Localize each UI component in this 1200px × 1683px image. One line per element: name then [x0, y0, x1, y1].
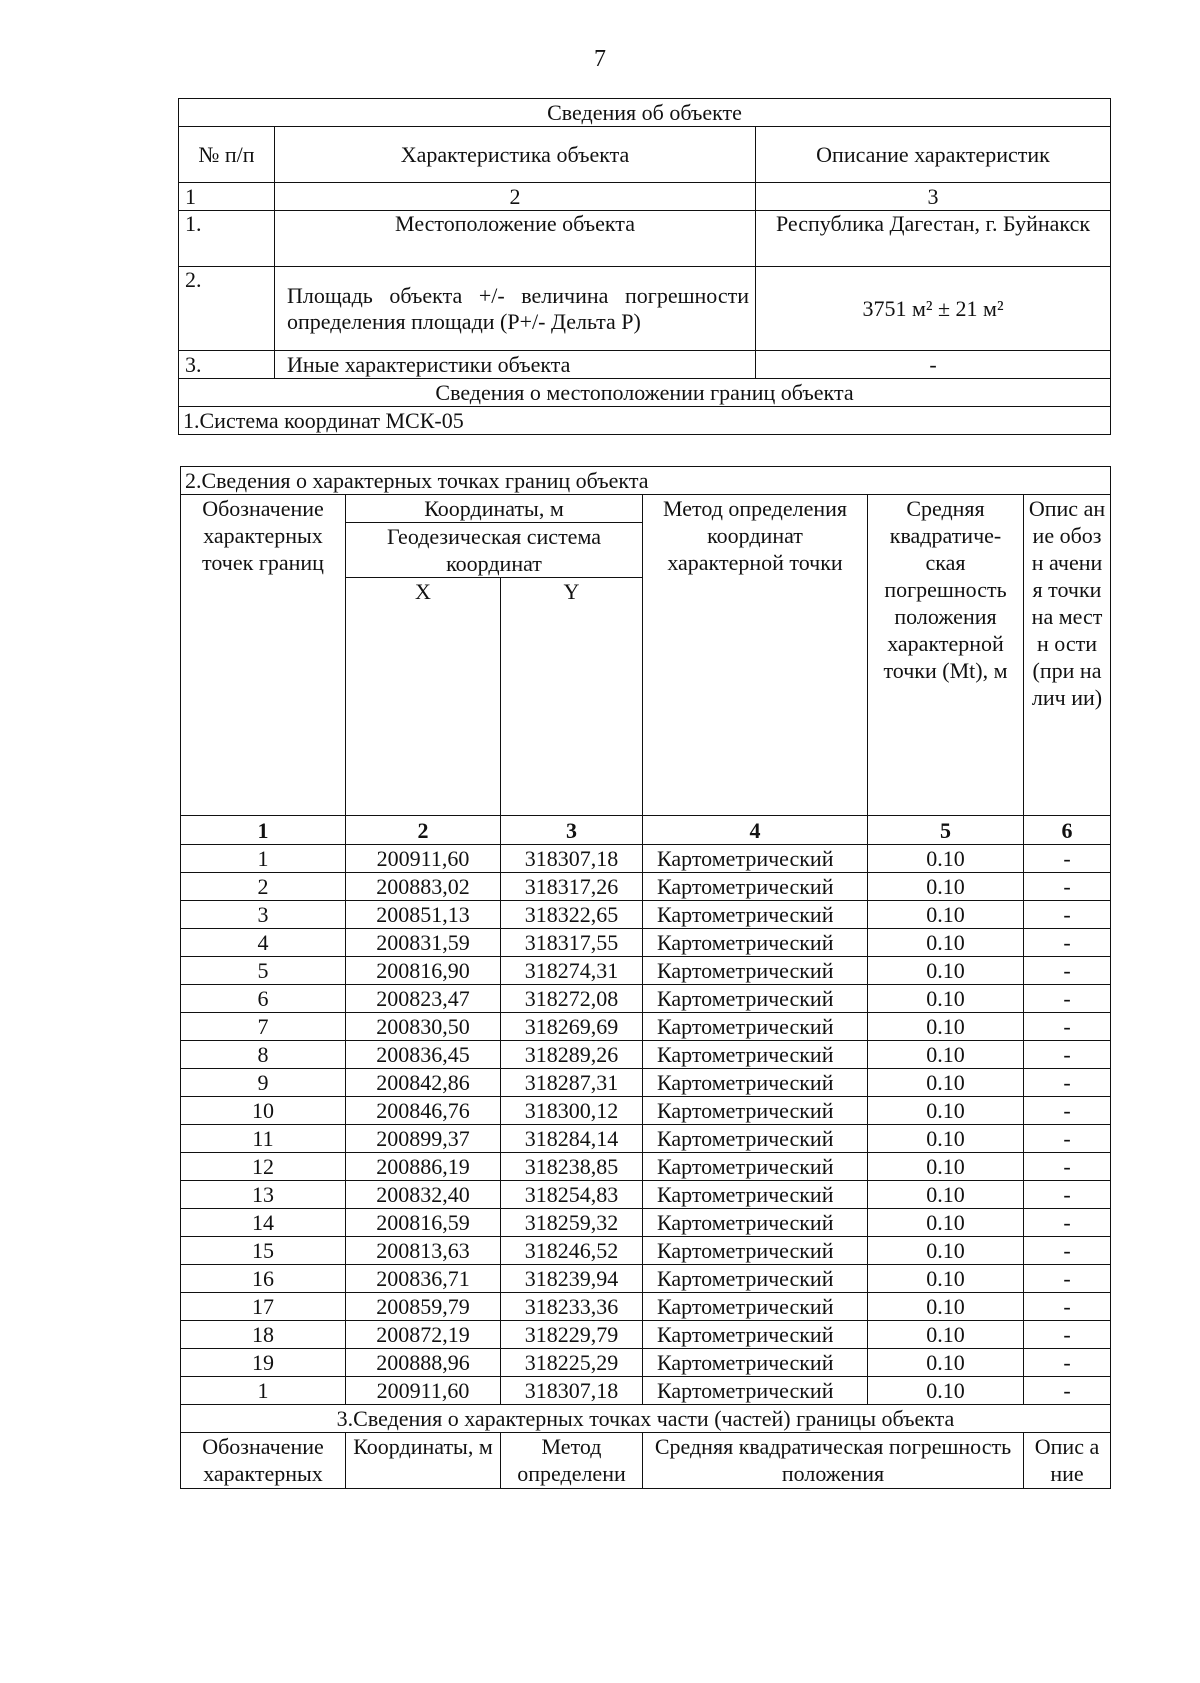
- cell-method: Картометрический: [643, 1293, 868, 1321]
- column-number: 5: [868, 816, 1024, 845]
- cell-x: 200830,50: [346, 1013, 501, 1041]
- cell-error: 0.10: [868, 1181, 1024, 1209]
- table-row: [181, 1125, 1111, 1153]
- cell-error: 0.10: [868, 985, 1024, 1013]
- table-row: [181, 1321, 1111, 1349]
- cell-error: 0.10: [868, 1013, 1024, 1041]
- cell-y: 318229,79: [501, 1321, 643, 1349]
- cell-point: 6: [181, 985, 346, 1013]
- section-title-parts: 3.Сведения о характерных точках части (частей) границы объекта: [181, 1405, 1111, 1433]
- cell-x: 200836,71: [346, 1265, 501, 1293]
- header-error: Средняя квадратиче-ская погрешность положения характерной точки (Mt), м: [868, 495, 1024, 816]
- row-characteristic: Иные характеристики объекта: [275, 351, 756, 379]
- cell-error: 0.10: [868, 1041, 1024, 1069]
- cell-desc: -: [1024, 845, 1111, 873]
- table-row: [181, 1265, 1111, 1293]
- cell-point: 3: [181, 901, 346, 929]
- cell-method: Картометрический: [643, 1153, 868, 1181]
- cell-method: Картометрический: [643, 957, 868, 985]
- table-row: [181, 985, 1111, 1013]
- cell-x: 200842,86: [346, 1069, 501, 1097]
- row-characteristic: Площадь объекта +/- величина погрешности определения площади (P+/- Дельта P): [275, 267, 756, 351]
- cell-y: 318284,14: [501, 1125, 643, 1153]
- cell-error: 0.10: [868, 1153, 1024, 1181]
- table-row: [181, 1153, 1111, 1181]
- cell-y: 318287,31: [501, 1069, 643, 1097]
- cell-desc: -: [1024, 901, 1111, 929]
- column-number: 2: [346, 816, 501, 845]
- cell-point: 14: [181, 1209, 346, 1237]
- cell-x: 200911,60: [346, 845, 501, 873]
- cell-error: 0.10: [868, 1265, 1024, 1293]
- parts-header-coordinates: Координаты, м: [346, 1433, 501, 1489]
- parts-header-error: Средняя квадратическая погрешность положения: [643, 1433, 1024, 1489]
- cell-x: 200836,45: [346, 1041, 501, 1069]
- cell-y: 318317,55: [501, 929, 643, 957]
- cell-error: 0.10: [868, 1209, 1024, 1237]
- cell-point: 7: [181, 1013, 346, 1041]
- cell-x: 200846,76: [346, 1097, 501, 1125]
- cell-error: 0.10: [868, 873, 1024, 901]
- table-row: [181, 1041, 1111, 1069]
- cell-method: Картометрический: [643, 929, 868, 957]
- cell-x: 200832,40: [346, 1181, 501, 1209]
- cell-desc: -: [1024, 1321, 1111, 1349]
- cell-y: 318239,94: [501, 1265, 643, 1293]
- cell-method: Картометрический: [643, 1181, 868, 1209]
- cell-desc: -: [1024, 1097, 1111, 1125]
- cell-y: 318317,26: [501, 873, 643, 901]
- section-title-location: Сведения о местоположении границ объекта: [179, 379, 1111, 407]
- cell-desc: -: [1024, 1237, 1111, 1265]
- row-num: 1.: [179, 211, 275, 267]
- table-row: [181, 1293, 1111, 1321]
- cell-point: 1: [181, 845, 346, 873]
- header-x: X: [346, 578, 501, 816]
- cell-method: Картометрический: [643, 1041, 868, 1069]
- cell-desc: -: [1024, 1069, 1111, 1097]
- header-y: Y: [501, 578, 643, 816]
- cell-x: 200813,63: [346, 1237, 501, 1265]
- cell-point: 19: [181, 1349, 346, 1377]
- cell-point: 12: [181, 1153, 346, 1181]
- cell-point: 18: [181, 1321, 346, 1349]
- cell-point: 15: [181, 1237, 346, 1265]
- cell-y: 318307,18: [501, 1377, 643, 1405]
- cell-method: Картометрический: [643, 1097, 868, 1125]
- cell-x: 200886,19: [346, 1153, 501, 1181]
- table-row: [181, 1377, 1111, 1405]
- section-title-points: 2.Сведения о характерных точках границ объекта: [181, 467, 1111, 495]
- cell-x: 200888,96: [346, 1349, 501, 1377]
- cell-y: 318259,32: [501, 1209, 643, 1237]
- cell-error: 0.10: [868, 1349, 1024, 1377]
- parts-header-designation: Обозначение характерных: [181, 1433, 346, 1489]
- cell-desc: -: [1024, 873, 1111, 901]
- cell-point: 11: [181, 1125, 346, 1153]
- table-row: [181, 1097, 1111, 1125]
- cell-x: 200851,13: [346, 901, 501, 929]
- cell-y: 318322,65: [501, 901, 643, 929]
- cell-desc: -: [1024, 1209, 1111, 1237]
- boundary-points-table: [180, 466, 1111, 1489]
- cell-method: Картометрический: [643, 1349, 868, 1377]
- cell-method: Картометрический: [643, 1377, 868, 1405]
- cell-error: 0.10: [868, 1237, 1024, 1265]
- cell-error: 0.10: [868, 1097, 1024, 1125]
- cell-point: 8: [181, 1041, 346, 1069]
- cell-x: 200911,60: [346, 1377, 501, 1405]
- cell-method: Картометрический: [643, 1237, 868, 1265]
- table-row: [181, 929, 1111, 957]
- cell-point: 10: [181, 1097, 346, 1125]
- table-row: [181, 873, 1111, 901]
- header-characteristic: Характеристика объекта: [275, 127, 756, 183]
- cell-method: Картометрический: [643, 1013, 868, 1041]
- table-row: [181, 957, 1111, 985]
- page-number: 7: [594, 46, 606, 72]
- row-description: 3751 м² ± 21 м²: [756, 267, 1111, 351]
- cell-error: 0.10: [868, 957, 1024, 985]
- column-number: 6: [1024, 816, 1111, 845]
- cell-desc: -: [1024, 1041, 1111, 1069]
- table-row: [181, 1349, 1111, 1377]
- cell-desc: -: [1024, 929, 1111, 957]
- cell-method: Картометрический: [643, 985, 868, 1013]
- cell-x: 200859,79: [346, 1293, 501, 1321]
- header-description: Опис ание обозн ачени я точки на местн ости (при налич ии): [1024, 495, 1111, 816]
- coordinate-system: 1.Система координат МСК-05: [179, 407, 1111, 435]
- cell-method: Картометрический: [643, 873, 868, 901]
- column-number: 4: [643, 816, 868, 845]
- row-num: 3.: [179, 351, 275, 379]
- cell-x: 200883,02: [346, 873, 501, 901]
- cell-y: 318274,31: [501, 957, 643, 985]
- cell-error: 0.10: [868, 1321, 1024, 1349]
- cell-error: 0.10: [868, 1293, 1024, 1321]
- column-numbers-row: [181, 816, 1111, 845]
- table-row: [181, 1237, 1111, 1265]
- table-row: [181, 1013, 1111, 1041]
- cell-y: 318246,52: [501, 1237, 643, 1265]
- column-number: 1: [179, 183, 275, 211]
- row-description: Республика Дагестан, г. Буйнакск: [756, 211, 1111, 267]
- header-description: Описание характеристик: [756, 127, 1111, 183]
- cell-error: 0.10: [868, 1069, 1024, 1097]
- cell-error: 0.10: [868, 929, 1024, 957]
- parts-header-method: Метод определени: [501, 1433, 643, 1489]
- cell-method: Картометрический: [643, 1321, 868, 1349]
- cell-y: 318289,26: [501, 1041, 643, 1069]
- header-num: № п/п: [179, 127, 275, 183]
- object-info-table: [178, 98, 1111, 435]
- cell-y: 318269,69: [501, 1013, 643, 1041]
- cell-point: 1: [181, 1377, 346, 1405]
- parts-header-description: Опис ание: [1024, 1433, 1111, 1489]
- header-designation: Обозначение характерных точек границ: [181, 495, 346, 816]
- column-number: 3: [501, 816, 643, 845]
- cell-desc: -: [1024, 1349, 1111, 1377]
- cell-desc: -: [1024, 1125, 1111, 1153]
- header-method: Метод определения координат характерной точки: [643, 495, 868, 816]
- cell-error: 0.10: [868, 901, 1024, 929]
- table-row: [181, 1181, 1111, 1209]
- cell-method: Картометрический: [643, 1125, 868, 1153]
- column-number: 2: [275, 183, 756, 211]
- column-number: 3: [756, 183, 1111, 211]
- cell-desc: -: [1024, 1377, 1111, 1405]
- cell-y: 318225,29: [501, 1349, 643, 1377]
- table-row: [181, 901, 1111, 929]
- cell-method: Картометрический: [643, 1209, 868, 1237]
- cell-x: 200816,90: [346, 957, 501, 985]
- cell-desc: -: [1024, 1293, 1111, 1321]
- cell-desc: -: [1024, 985, 1111, 1013]
- cell-y: 318300,12: [501, 1097, 643, 1125]
- cell-point: 17: [181, 1293, 346, 1321]
- cell-desc: -: [1024, 1153, 1111, 1181]
- header-geodetic-system: Геодезическая система координат: [346, 523, 643, 578]
- table-row: [181, 1069, 1111, 1097]
- cell-method: Картометрический: [643, 901, 868, 929]
- header-coordinates: Координаты, м: [346, 495, 643, 523]
- cell-y: 318233,36: [501, 1293, 643, 1321]
- cell-y: 318238,85: [501, 1153, 643, 1181]
- cell-desc: -: [1024, 957, 1111, 985]
- row-num: 2.: [179, 267, 275, 351]
- cell-point: 2: [181, 873, 346, 901]
- cell-y: 318254,83: [501, 1181, 643, 1209]
- cell-y: 318272,08: [501, 985, 643, 1013]
- cell-point: 9: [181, 1069, 346, 1097]
- cell-error: 0.10: [868, 1377, 1024, 1405]
- cell-point: 4: [181, 929, 346, 957]
- cell-x: 200831,59: [346, 929, 501, 957]
- cell-desc: -: [1024, 1265, 1111, 1293]
- cell-x: 200899,37: [346, 1125, 501, 1153]
- cell-x: 200823,47: [346, 985, 501, 1013]
- cell-method: Картометрический: [643, 845, 868, 873]
- row-characteristic: Местоположение объекта: [275, 211, 756, 267]
- cell-point: 13: [181, 1181, 346, 1209]
- row-description: -: [756, 351, 1111, 379]
- cell-point: 16: [181, 1265, 346, 1293]
- cell-desc: -: [1024, 1013, 1111, 1041]
- cell-method: Картометрический: [643, 1265, 868, 1293]
- table-row: [181, 845, 1111, 873]
- cell-desc: -: [1024, 1181, 1111, 1209]
- cell-point: 5: [181, 957, 346, 985]
- cell-x: 200816,59: [346, 1209, 501, 1237]
- cell-error: 0.10: [868, 845, 1024, 873]
- cell-x: 200872,19: [346, 1321, 501, 1349]
- column-number: 1: [181, 816, 346, 845]
- cell-method: Картометрический: [643, 1069, 868, 1097]
- cell-error: 0.10: [868, 1125, 1024, 1153]
- section-title-object-info: Сведения об объекте: [179, 99, 1111, 127]
- cell-y: 318307,18: [501, 845, 643, 873]
- table-row: [181, 1209, 1111, 1237]
